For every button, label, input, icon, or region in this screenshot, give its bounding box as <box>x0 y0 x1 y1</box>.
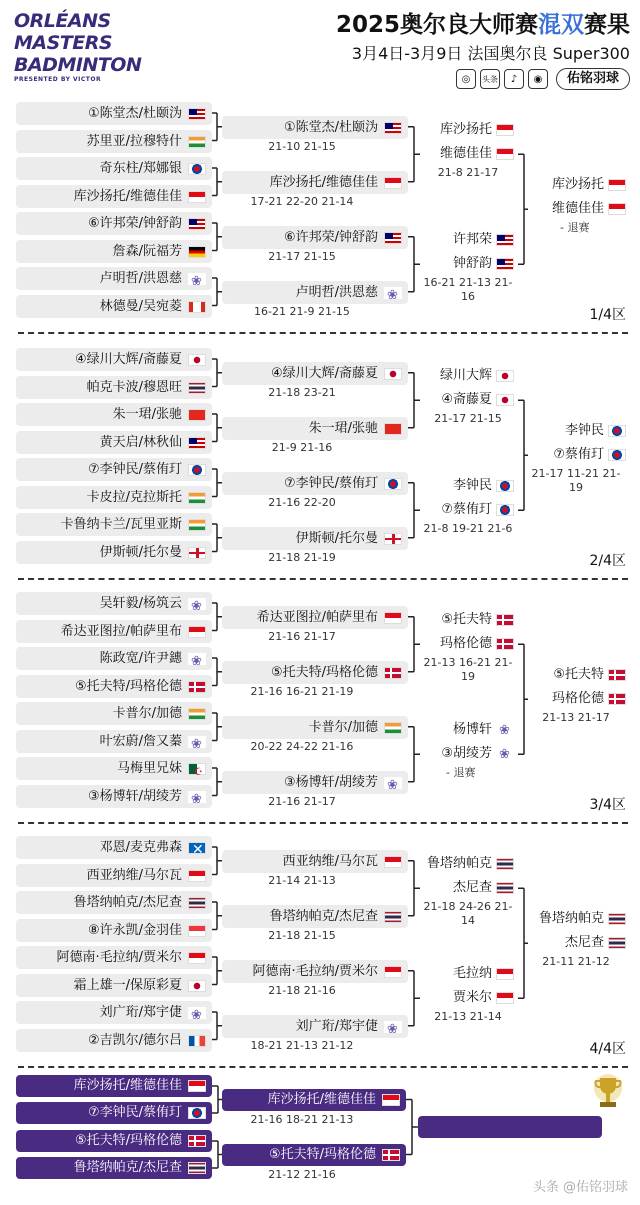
flag-dk-icon <box>188 1135 206 1147</box>
trophy-icon <box>588 1072 628 1116</box>
final-score: 21-12 21-16 <box>268 1167 336 1181</box>
player-name: 鲁塔纳帕克 <box>426 856 492 872</box>
team-name: ④绿川大辉/斋藤夏 <box>74 352 182 367</box>
team-name: 阿德南·毛拉纳/贾米尔 <box>56 950 182 965</box>
flag-dk-icon <box>382 1149 400 1161</box>
title-accent: 混双 <box>538 12 584 38</box>
qf-score: 16-21 21-13 21-16 <box>423 276 513 304</box>
player-name: 贾米尔 <box>452 990 492 1006</box>
team-name: 卡普尔/加德 <box>308 719 378 735</box>
r16-score: 21-10 21-15 <box>268 139 336 153</box>
flag-kr-icon <box>188 1107 206 1119</box>
player-name: 李钟民 <box>452 478 492 494</box>
player-name: 维德佳佳 <box>439 146 492 162</box>
player-name: 鲁塔纳帕克 <box>538 911 604 927</box>
sf-retired-note: - 退赛 <box>560 221 590 235</box>
player-name: 绿川大辉 <box>439 368 492 384</box>
team-name: 朱一珺/张驰 <box>112 407 182 422</box>
title-suffix: 赛果 <box>584 12 630 38</box>
team-name: 叶宏蔚/詹又蓁 <box>99 733 182 749</box>
player-name: 玛格伦德 <box>551 691 604 707</box>
sf-score: 21-11 21-12 <box>542 955 610 969</box>
logo-line-1: ORLÉANS <box>14 10 111 32</box>
team-name: 阿德南·毛拉纳/贾米尔 <box>252 963 378 979</box>
team-name: 库沙扬托/维德佳佳 <box>267 1091 376 1107</box>
player-name: 毛拉纳 <box>452 966 492 982</box>
team-name: 鲁塔纳帕克/杰尼查 <box>73 895 182 910</box>
douyin-icon: ♪ <box>504 69 524 89</box>
qf-retired-note: - 退赛 <box>446 766 476 780</box>
team-name: 库沙扬托/维德佳佳 <box>269 174 378 190</box>
flag-th-icon <box>188 1162 206 1174</box>
semifinal-entry <box>16 1157 212 1179</box>
team-name: 刘广珩/郑宇倢 <box>99 1005 182 1020</box>
r16-score: 21-16 16-21 21-19 <box>250 684 354 698</box>
team-name: ②吉凯尔/德尔吕 <box>87 1032 182 1048</box>
quarter-label: 4/4区 <box>589 1041 626 1057</box>
player-name: 杰尼查 <box>564 935 604 951</box>
r16-score: 18-21 21-13 21-12 <box>250 1038 354 1052</box>
team-name: ⑥许邦荣/钟舒韵 <box>87 216 182 231</box>
player-name: 库沙扬托 <box>439 122 492 138</box>
team-name: ⑧许永凯/金羽佳 <box>87 922 182 938</box>
sf-score: 21-17 11-21 21-19 <box>531 467 621 495</box>
sf-score: 21-13 21-17 <box>542 711 610 725</box>
qf-score: 21-13 21-14 <box>434 1010 502 1024</box>
team-name: ④绿川大辉/斋藤夏 <box>270 365 378 381</box>
team-name: 库沙扬托/维德佳佳 <box>73 1078 182 1093</box>
qf-score: 21-18 24-26 21-14 <box>423 900 513 928</box>
r16-score: 17-21 22-20 21-14 <box>250 194 354 208</box>
team-name: 卢明哲/洪恩慈 <box>99 271 182 286</box>
qf-score: 21-8 21-17 <box>437 166 499 180</box>
team-name: ③杨博轩/胡绫芳 <box>87 788 182 804</box>
final-entry <box>222 1089 406 1111</box>
team-name: 霜上雄一/保原彩夏 <box>73 977 182 993</box>
player-name: ④斋藤夏 <box>441 392 492 408</box>
player-name: 杨博轩 <box>452 722 492 738</box>
team-name: 刘广珩/郑宇倢 <box>295 1018 378 1034</box>
wechat-icon: ◎ <box>456 69 476 89</box>
player-name: ⑤托夫特 <box>553 667 604 683</box>
team-name: 朱一珺/张驰 <box>308 420 378 436</box>
quarter-label: 2/4区 <box>589 553 626 569</box>
r16-score: 21-16 21-17 <box>268 794 336 808</box>
team-name: 邓恩/麦克弗森 <box>99 840 182 855</box>
player-name: 李钟民 <box>564 423 604 439</box>
team-name: 鲁塔纳帕克/杰尼查 <box>269 908 378 924</box>
team-name: ⑤托夫特/玛格伦德 <box>270 664 378 680</box>
team-name: 帕克卡波/穆恩旺 <box>86 379 182 395</box>
team-name: ⑤托夫特/玛格伦德 <box>74 1133 182 1148</box>
r16-score: 16-21 21-9 21-15 <box>254 304 350 318</box>
r16-score: 21-16 22-20 <box>268 495 336 509</box>
semifinal-entry <box>16 1102 212 1124</box>
team-name: 希达亚图拉/帕萨里布 <box>256 609 378 625</box>
team-name: 希达亚图拉/帕萨里布 <box>60 623 182 639</box>
player-name: 维德佳佳 <box>551 201 604 217</box>
final-score: 21-16 18-21 21-13 <box>250 1112 354 1126</box>
final-entry <box>222 1144 406 1166</box>
page-subtitle: 3月4日-3月9日 法国奥尔良 Super300 <box>351 44 630 63</box>
player-name: 钟舒韵 <box>452 256 492 272</box>
team-name: 林德曼/吴宛菱 <box>99 298 182 314</box>
team-name: 奇东柱/郑娜银 <box>99 161 182 176</box>
team-name: ③杨博轩/胡绫芳 <box>283 774 378 790</box>
team-name: ①陈堂杰/杜颐沩 <box>87 106 182 121</box>
r16-score: 21-18 21-19 <box>268 550 336 564</box>
logo-line-3: BADMINTON <box>14 54 142 76</box>
quarter-label: 3/4区 <box>589 797 626 813</box>
r16-score: 21-17 21-15 <box>268 249 336 263</box>
team-name: ①陈堂杰/杜颐沩 <box>283 119 378 135</box>
team-name: 伊斯顿/托尔曼 <box>99 544 182 560</box>
player-name: 许邦荣 <box>452 232 492 248</box>
semifinal-entry <box>16 1075 212 1097</box>
team-name: 鲁塔纳帕克/杰尼查 <box>73 1160 182 1175</box>
r16-score: 21-18 21-15 <box>268 928 336 942</box>
r16-score: 21-16 21-17 <box>268 629 336 643</box>
toutiao-icon: 头条 <box>480 69 500 89</box>
player-name: 杰尼查 <box>452 880 492 896</box>
champion-slot <box>418 1116 602 1138</box>
semifinal-entry <box>16 1130 212 1152</box>
flag-id-icon <box>188 1080 206 1092</box>
logo-presented-by: PRESENTED BY VICTOR <box>14 76 102 83</box>
team-name: 吴轩毅/杨筑云 <box>99 596 182 611</box>
title-prefix: 2025奥尔良大师赛 <box>335 12 538 38</box>
weibo-icon: ◉ <box>528 69 548 89</box>
player-name: ⑦蔡侑玎 <box>553 447 604 463</box>
player-name: 库沙扬托 <box>551 177 604 193</box>
r16-score: 21-14 21-13 <box>268 873 336 887</box>
team-name: 库沙扬托/维德佳佳 <box>73 188 182 204</box>
player-name: ⑤托夫特 <box>441 612 492 628</box>
logo-line-2: MASTERS <box>14 32 113 54</box>
team-name: ⑥许邦荣/钟舒韵 <box>283 229 378 245</box>
team-name: ⑦李钟民/蔡侑玎 <box>87 1105 182 1120</box>
team-name: ⑤托夫特/玛格伦德 <box>74 678 182 694</box>
brand-name: 佑铭羽球 <box>556 68 630 90</box>
team-name: ⑦李钟民/蔡侑玎 <box>87 462 182 477</box>
team-name: 西亚纳维/马尔瓦 <box>86 867 182 883</box>
team-name: ⑤托夫特/玛格伦德 <box>268 1146 376 1162</box>
team-name: 西亚纳维/马尔瓦 <box>282 853 378 869</box>
r16-score: 21-18 23-21 <box>268 385 336 399</box>
qf-score: 21-13 16-21 21-19 <box>423 656 513 684</box>
qf-score: 21-17 21-15 <box>434 412 502 426</box>
quarter-label: 1/4区 <box>589 307 626 323</box>
team-name: 卡普尔/加德 <box>112 706 182 721</box>
player-name: ③胡绫芳 <box>441 746 492 762</box>
r16-score: 20-22 24-22 21-16 <box>250 739 354 753</box>
watermark: 头条 @佑铭羽球 <box>532 1180 628 1195</box>
team-name: 伊斯顿/托尔曼 <box>295 530 378 546</box>
team-name: 陈政宽/许尹鏸 <box>99 651 182 666</box>
team-name: 卡皮拉/克拉斯托 <box>86 489 182 505</box>
r16-score: 21-9 21-16 <box>271 440 333 454</box>
team-name: 苏里亚/拉穆特什 <box>86 133 182 149</box>
player-name: 玛格伦德 <box>439 636 492 652</box>
team-name: 马梅里兄妹 <box>116 761 182 776</box>
team-name: 詹森/阮福芳 <box>112 243 182 259</box>
r16-score: 21-18 21-16 <box>268 983 336 997</box>
team-name: 卡鲁纳卡兰/瓦里亚斯 <box>60 517 182 532</box>
player-name: ⑦蔡侑玎 <box>441 502 492 518</box>
flag-id-icon <box>382 1094 400 1106</box>
team-name: 卢明哲/洪恩慈 <box>295 284 378 300</box>
qf-score: 21-8 19-21 21-6 <box>423 522 513 536</box>
team-name: 黄天启/林秋仙 <box>99 434 182 450</box>
team-name: ⑦李钟民/蔡侑玎 <box>283 475 378 491</box>
